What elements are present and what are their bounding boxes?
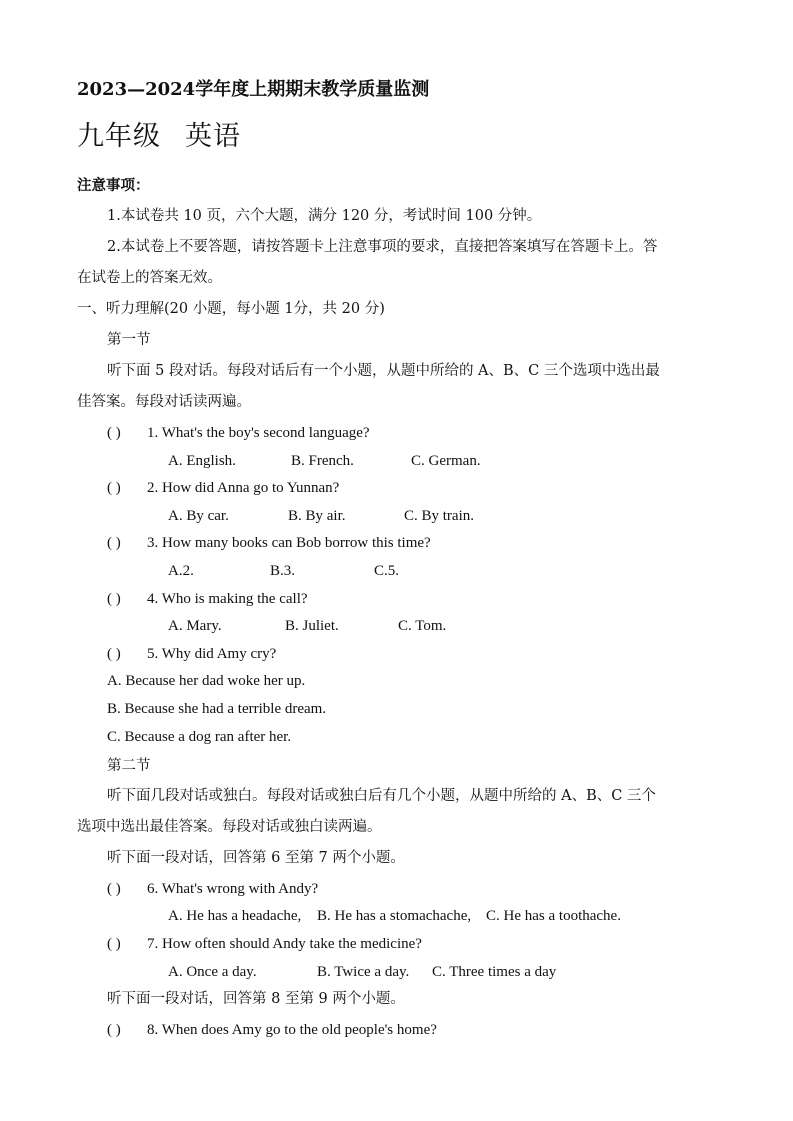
q3-option-c: C.5. (374, 563, 400, 579)
group-instruction-8-9: 听下面一段对话，回答第 8 至第 9 两个小题。 (107, 991, 405, 1007)
question-3 (107, 533, 431, 553)
question-4 (107, 589, 308, 609)
q3-option-a: A.2. (168, 563, 194, 579)
section2-label: 第二节 (107, 758, 151, 774)
question-text: 3. How many books can Bob borrow this time? (147, 535, 431, 551)
question-8 (107, 1020, 437, 1040)
question-7 (107, 934, 422, 954)
q5-option-b: B. Because she had a terrible dream. (107, 701, 327, 717)
answer-bracket: ( ) (107, 1022, 121, 1038)
answer-bracket: ( ) (107, 936, 121, 952)
section1-instructions-line2: 佳答案。每段对话读两遍。 (77, 394, 251, 410)
q7-option-b: B. Twice a day. (317, 964, 410, 980)
question-text: 6. What's wrong with Andy? (147, 881, 319, 897)
q4-option-c: C. Tom. (398, 618, 447, 634)
question-6 (107, 879, 318, 899)
section1-label: 第一节 (107, 332, 151, 348)
grade-subject (77, 120, 241, 154)
section2-instructions-line2: 选项中选出最佳答案。每段对话或独白读两遍。 (77, 819, 382, 835)
section2-instructions-line1: 听下面几段对话或独白。每段对话或独白后有几个小题，从题中所给的 A、B、C 三个 (107, 788, 656, 804)
q2-option-c: C. By train. (404, 508, 474, 524)
notice-item-2-line2: 在试卷上的答案无效。 (77, 270, 222, 286)
q5-option-a: A. Because her dad woke her up. (107, 673, 306, 689)
answer-bracket: ( ) (107, 881, 121, 897)
q7-option-a: A. Once a day. (168, 964, 257, 980)
answer-bracket: ( ) (107, 646, 121, 662)
notice-heading: 注意事项： (77, 177, 150, 194)
part1-heading: 一、听力理解(20 小题，每小题 1分，共 20 分) (77, 301, 385, 317)
q1-option-b: B. French. (291, 453, 354, 469)
q1-option-c: C. German. (411, 453, 481, 469)
q5-option-c: C. Because a dog ran after her. (107, 729, 292, 745)
question-text: 2. How did Anna go to Yunnan? (147, 480, 340, 496)
answer-bracket: ( ) (107, 591, 121, 607)
question-1 (107, 423, 370, 443)
q6-option-a: A. He has a headache, (168, 908, 302, 924)
q2-option-b: B. By air. (288, 508, 346, 524)
q6-option-b: B. He has a stomachache, (317, 908, 472, 924)
answer-bracket: ( ) (107, 425, 121, 441)
q4-option-a: A. Mary. (168, 618, 222, 634)
q4-option-b: B. Juliet. (285, 618, 339, 634)
q1-option-a: A. English. (168, 453, 236, 469)
question-text: 4. Who is making the call? (147, 591, 308, 607)
question-text: 8. When does Amy go to the old people's home? (147, 1022, 437, 1038)
q2-option-a: A. By car. (168, 508, 229, 524)
notice-item-1: 1.本试卷共 10 页，六个大题，满分 120 分，考试时间 100 分钟。 (107, 208, 542, 224)
exam-title: 2023—2024学年度上期期末教学质量监测 (77, 79, 430, 100)
q6-option-c: C. He has a toothache. (486, 908, 621, 924)
group-instruction-6-7: 听下面一段对话，回答第 6 至第 7 两个小题。 (107, 850, 405, 866)
notice-item-2-line1: 2.本试卷上不要答题，请按答题卡上注意事项的要求，直接把答案填写在答题卡上。答 (107, 239, 658, 255)
question-text: 1. What's the boy's second language? (147, 425, 370, 441)
question-2 (107, 478, 339, 498)
question-5 (107, 644, 276, 664)
question-text: 5. Why did Amy cry? (147, 646, 277, 662)
section1-instructions-line1: 听下面 5 段对话。每段对话后有一个小题，从题中所给的 A、B、C 三个选项中选出最 (107, 363, 660, 379)
answer-bracket: ( ) (107, 480, 121, 496)
q7-option-c: C. Three times a day (432, 964, 557, 980)
grade-label: 九年级 (77, 121, 161, 152)
subject-label: 英语 (185, 121, 241, 152)
q3-option-b: B.3. (270, 563, 296, 579)
question-text: 7. How often should Andy take the medicine? (147, 936, 422, 952)
answer-bracket: ( ) (107, 535, 121, 551)
